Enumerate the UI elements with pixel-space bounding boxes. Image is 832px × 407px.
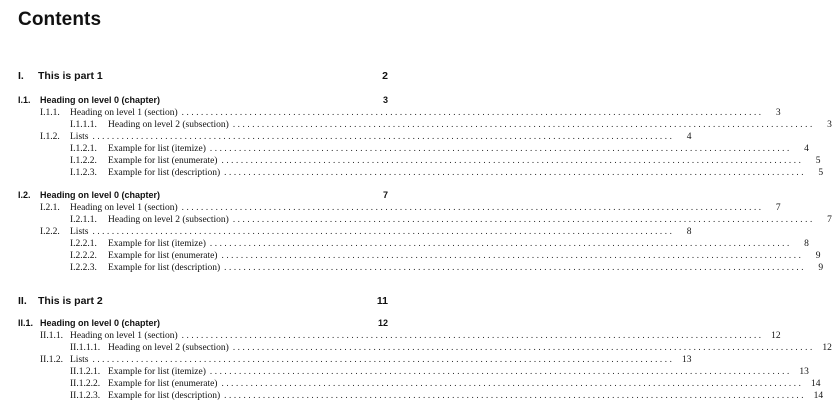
- toc-entry-sub[interactable]: [0, 238, 809, 250]
- toc-entry-page: 11: [376, 295, 388, 307]
- toc-entry-page: 8: [686, 227, 692, 237]
- toc-entry-page: 2: [382, 70, 388, 82]
- toc-entry-title: Heading on level 2 (subsection): [108, 343, 229, 353]
- toc-entry-title: Example for list (description): [108, 263, 221, 273]
- toc-entry-number: II.1.2.: [40, 355, 63, 365]
- toc-entry-number: II.1.: [18, 318, 34, 328]
- toc-entry-title: This is part 1: [38, 70, 103, 82]
- toc-entry-sec[interactable]: [0, 107, 781, 119]
- toc-entry-number: II.1.2.3.: [70, 391, 101, 401]
- toc-dot-leader: ........................................................................................................................: [181, 107, 764, 117]
- toc-dot-leader: ........................................................................................................................: [92, 226, 675, 236]
- toc-dot-leader: ........................................................................................................................: [221, 155, 804, 165]
- toc-entry-title: Heading on level 0 (chapter): [40, 190, 161, 200]
- toc-entry-number: I.1.2.1.: [70, 144, 97, 154]
- toc-dot-leader: ........................................................................................................................: [181, 202, 764, 212]
- toc-entry-title: Example for list (description): [108, 391, 221, 401]
- toc-entry-subsub[interactable]: [0, 390, 824, 402]
- toc-entry-sec[interactable]: [0, 131, 692, 143]
- toc-entry-page: 14: [813, 391, 824, 401]
- toc-dot-leader: ........................................................................................................................: [92, 131, 675, 141]
- toc-entry-number: I.2.2.1.: [70, 239, 97, 249]
- toc-entry-subsub[interactable]: [0, 378, 821, 390]
- toc-entry-title: Heading on level 1 (section): [70, 331, 178, 341]
- toc-dot-leader: ........................................................................................................................: [221, 250, 804, 260]
- toc-entry-number: I.1.2.3.: [70, 168, 97, 178]
- toc-entry-chap[interactable]: [0, 318, 422, 330]
- toc-entry-page: 7: [827, 215, 832, 225]
- toc-entry-page: 8: [804, 239, 809, 249]
- toc-entry-title: Heading on level 1 (section): [70, 108, 178, 118]
- toc-entry-page: 5: [815, 156, 821, 166]
- toc-entry-title: Heading on level 2 (subsection): [108, 215, 229, 225]
- toc-dot-leader: ........................................................................................................................: [221, 378, 804, 388]
- toc-entry-page: 7: [382, 190, 388, 200]
- toc-entry-chap[interactable]: [0, 95, 422, 107]
- toc-entry-page: 13: [681, 355, 692, 365]
- toc-entry-sub[interactable]: [0, 250, 821, 262]
- toc-entry-sub[interactable]: [0, 167, 824, 179]
- page-title: Contents: [18, 9, 102, 30]
- toc-entry-sub[interactable]: [0, 262, 824, 274]
- toc-entry-number: II.: [18, 295, 27, 307]
- toc-entry-page: 12: [377, 318, 388, 328]
- toc-entry-number: I.1.2.2.: [70, 156, 97, 166]
- toc-entry-page: 9: [818, 263, 824, 273]
- toc-dot-leader: ........................................................................................................................: [232, 119, 815, 129]
- toc-entry-title: Example for list (description): [108, 168, 221, 178]
- toc-entry-number: I.1.: [18, 95, 31, 105]
- toc-entry-sec[interactable]: [0, 226, 692, 238]
- toc-entry-title: Lists: [70, 132, 89, 142]
- toc-dot-leader: ........................................................................................................................: [224, 262, 807, 272]
- toc-entry-sub[interactable]: [0, 214, 832, 226]
- toc-entry-subsub[interactable]: [0, 366, 809, 378]
- toc-entry-title: Heading on level 1 (section): [70, 203, 178, 213]
- toc-entry-title: This is part 2: [38, 295, 103, 307]
- toc-entry-chap[interactable]: [0, 190, 422, 202]
- toc-entry-sec[interactable]: [0, 202, 781, 214]
- toc-entry-number: II.1.1.1.: [70, 343, 101, 353]
- toc-entry-title: Example for list (enumerate): [108, 156, 218, 166]
- toc-entry-number: I.1.2.: [40, 132, 60, 142]
- toc-dot-leader: ........................................................................................................................: [232, 342, 815, 352]
- toc-entry-number: I.2.2.3.: [70, 263, 97, 273]
- toc-entry-number: I.2.1.1.: [70, 215, 97, 225]
- toc-entry-page: 7: [775, 203, 781, 213]
- toc-entry-page: 3: [827, 120, 832, 130]
- toc-entry-number: I.2.2.: [40, 227, 60, 237]
- toc-entry-sec[interactable]: [0, 330, 781, 342]
- toc-entry-number: II.1.2.2.: [70, 379, 101, 389]
- toc-dot-leader: ........................................................................................................................: [209, 238, 792, 248]
- toc-dot-leader: ........................................................................................................................: [224, 390, 807, 400]
- toc-entry-title: Lists: [70, 355, 89, 365]
- toc-dot-leader: ........................................................................................................................: [181, 330, 764, 340]
- toc-entry-page: 4: [804, 144, 809, 154]
- toc-entry-page: 13: [799, 367, 809, 377]
- toc-entry-page: 5: [818, 168, 824, 178]
- toc-entry-subsub[interactable]: [0, 342, 832, 354]
- toc-dot-leader: ........................................................................................................................: [224, 167, 807, 177]
- toc-dot-leader: ........................................................................................................................: [92, 354, 675, 364]
- toc-entry-number: I.1.1.1.: [70, 120, 97, 130]
- toc-entry-page: 3: [775, 108, 781, 118]
- toc-dot-leader: ........................................................................................................................: [209, 366, 792, 376]
- toc-entry-part[interactable]: [0, 295, 422, 307]
- toc-entry-title: Lists: [70, 227, 89, 237]
- toc-entry-title: Example for list (enumerate): [108, 379, 218, 389]
- toc-entry-page: 4: [686, 132, 692, 142]
- toc-entry-title: Example for list (itemize): [108, 367, 206, 377]
- toc-entry-title: Example for list (enumerate): [108, 251, 218, 261]
- toc-entry-title: Heading on level 0 (chapter): [40, 95, 161, 105]
- toc-dot-leader: ........................................................................................................................: [232, 214, 815, 224]
- toc-entry-part[interactable]: [0, 70, 422, 82]
- toc-entry-title: Example for list (itemize): [108, 144, 206, 154]
- toc-entry-number: I.2.2.2.: [70, 251, 97, 261]
- toc-entry-number: I.: [18, 70, 24, 82]
- toc-entry-title: Heading on level 0 (chapter): [40, 318, 161, 328]
- toc-entry-number: II.1.2.1.: [70, 367, 101, 377]
- toc-entry-sec[interactable]: [0, 354, 692, 366]
- toc-entry-number: I.2.: [18, 190, 31, 200]
- toc-entry-page: 12: [822, 343, 832, 353]
- toc-entry-page: 12: [771, 331, 781, 341]
- toc-entry-title: Example for list (itemize): [108, 239, 206, 249]
- toc-dot-leader: ........................................................................................................................: [209, 143, 792, 153]
- toc-entry-number: I.1.1.: [40, 108, 60, 118]
- toc-entry-sub[interactable]: [0, 155, 821, 167]
- toc-entry-page: 9: [815, 251, 821, 261]
- toc-entry-page: 14: [810, 379, 821, 389]
- toc-entry-sub[interactable]: [0, 119, 832, 131]
- toc-entry-number: II.1.1.: [40, 331, 63, 341]
- toc-entry-page: 3: [382, 95, 388, 105]
- toc-entry-number: I.2.1.: [40, 203, 60, 213]
- toc-entry-sub[interactable]: [0, 143, 809, 155]
- toc-entry-title: Heading on level 2 (subsection): [108, 120, 229, 130]
